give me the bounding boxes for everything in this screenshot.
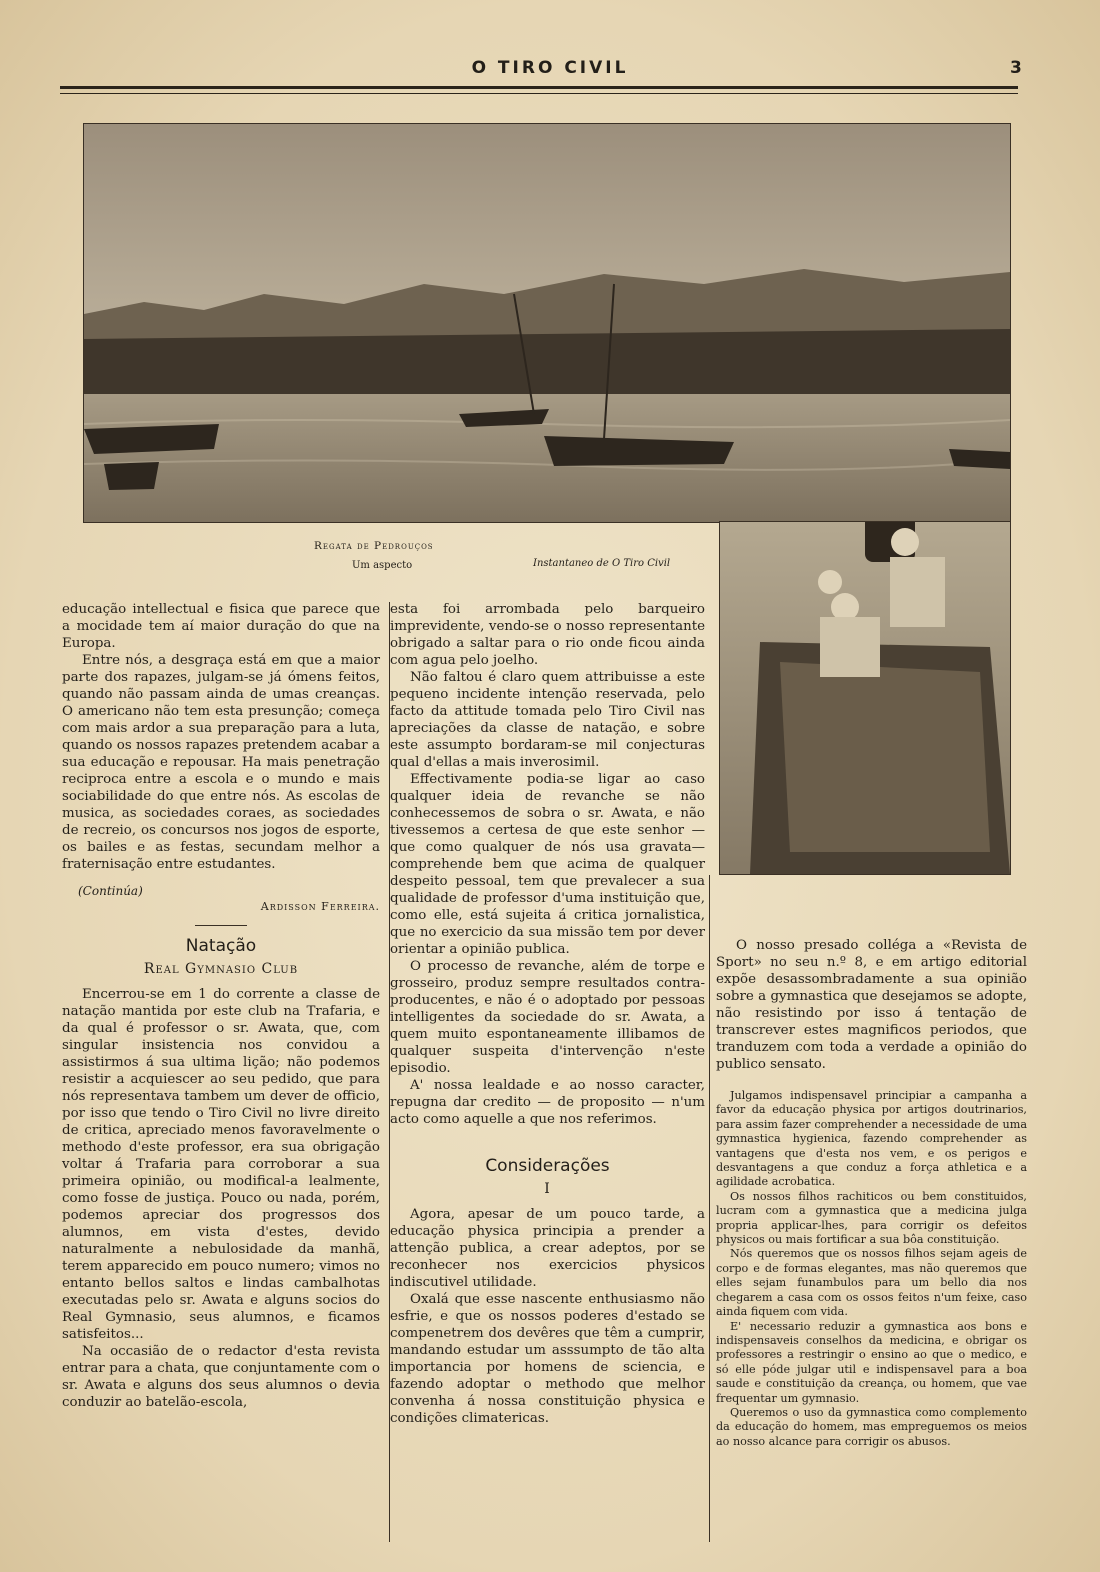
quote-paragraph: Os nossos filhos rachiticos ou bem constituidos, lucram com a gymnastica que a medicina julga propria applicar-lhes, para corrigir os defeitos physicos ou mais fortificar a sua bôa constituição. xyxy=(716,1189,1027,1247)
article-paragraph: Encerrou-se em 1 do corrente a classe de natação mantida por este club na Trafaria, e da qual é professor o sr. Awata, que, com singular insistencia nos convidou a assistirmos á sua ultima lição; não podemos resistir a acquiescer ao seu pedido, que para nós representava tambem um dever de officio, por isso que tendo o Tiro Civil no livre direito de critica, apreciado menos favoravelmente o methodo d'este professor, era sua obrigação voltar á Trafaria para corroborar a sua primeira opinião, ou modifical-a lealmente, como fosse de justiça. Pouco ou nada, porém, podemos apreciar dos progressos dos alumnos, em vista d'estes, devido naturalmente a nebulosidade da manhã, terem apparecido em pouco numero; vimos no entanto bellos saltos e lindas cambalhotas executadas pelo sr. Awata e alguns socios do Real Gymnasio, seus alumnos, e ficamos satisfeitos... xyxy=(62,987,380,1342)
article-paragraph: Na occasião de o redactor d'esta revista entrar para a chata, que conjuntamente com o sr. Awata e alguns dos seus alumnos o devia conduzir ao batelão-escola, xyxy=(62,1344,380,1410)
article-paragraph: Não faltou é claro quem attribuisse a este pequeno incidente intenção reservada, pelo facto da attitude tomada pelo Tiro Civil nas apreciações da classe de natação, e sobre este assumpto bordaram-se mil conjecturas qual d'ellas a mais inverosimil. xyxy=(390,670,705,770)
masthead-title: O TIRO CIVIL xyxy=(471,58,629,78)
boat-photo xyxy=(719,521,1011,875)
section-title-natacao: Natação xyxy=(185,936,257,956)
article-paragraph: educação intellectual e fisica que parece que a mocidade tem aí maior duração do que na Europa. xyxy=(62,602,380,651)
section-title-consideracoes: Considerações xyxy=(485,1156,610,1176)
article-paragraph: Agora, apesar de um pouco tarde, a educação physica principia a prender a attenção publica, a crear adeptos, por se reconhecer nos exercicios physicos indiscutivel utilidade. xyxy=(390,1207,705,1290)
section-subtitle-club: Real Gymnasio Club xyxy=(143,961,299,977)
author-signature: Ardisson Ferreira. xyxy=(260,900,380,913)
column-3 xyxy=(716,937,1027,1449)
photo-caption-title: Regata de Pedrouços xyxy=(314,540,434,552)
page-number: 3 xyxy=(1010,58,1022,78)
quote-paragraph: E' necessario reduzir a gymnastica aos bons e indispensaveis conselhos da medicina, e obrigar os professores a restringir o ensino ao que o medico, e só elle póde julgar util e indispensavel para a boa saude e constituição da creança, ou homem, que vae frequentar um gymnasio. xyxy=(716,1319,1027,1405)
quote-paragraph: Nós queremos que os nossos filhos sejam ageis de corpo e de formas elegantes, mas não queremos que elles sejam funambulos para um bello dia nos chegarem a casa com os ossos feitos n'um feixe, caso ainda fiquem com vida. xyxy=(716,1247,1027,1319)
quote-paragraph: Julgamos indispensavel principiar a campanha a favor da educação physica por artigos doutrinarios, para assim fazer comprehender a necessidade de uma gymnastica hygienica, fazendo comprehender as vantagens que d'esta nos vem, e os perigos e desvantagens a que conduz a força athletica e a agilidade acrobatica. xyxy=(716,1089,1027,1189)
photo-credit: Instantaneo de O Tiro Civil xyxy=(533,558,671,569)
article-paragraph: Entre nós, a desgraça está em que a maior parte dos rapazes, julgam-se já ómens feitos, quando não passam ainda de umas creanças. O americano não tem esta presunção; começa com mais ardor a sua preparação para a luta, quando os nossos rapazes pretendem acabar a sua educação e repousar. Ha mais penetração reciproca entre a escola e o mundo e mais sociabilidade do que entre nós. As escolas de musica, as sociedades coraes, as sociedades de recreio, os concursos nos jogos de esporte, os bailes e as festas, secundam melhor a fraternisação entre estudantes. xyxy=(62,653,380,872)
article-paragraph: Oxalá que esse nascente enthusiasmo não esfrie, e que os nossos poderes d'estado se compenetrem dos devêres que têm a cumprir, mandando estudar um asssumpto de tão alta importancia por homens de sciencia, e fazendo adoptar o methodo que melhor convenha á nossa constituição physica e condições climatericas. xyxy=(390,1292,705,1426)
article-paragraph: A' nossa lealdade e ao nosso caracter, repugna dar credito — de proposito — n'um acto como aquelle a que nos referimos. xyxy=(390,1078,705,1127)
section-roman-numeral: I xyxy=(544,1181,551,1197)
column-2 xyxy=(390,601,705,1427)
header-rule xyxy=(60,86,1018,89)
quoted-excerpt xyxy=(716,1089,1027,1449)
quote-paragraph: Queremos o uso da gymnastica como complemento da educação do homem, mas empreguemos os meios ao nosso alcance para corrigir os abusos. xyxy=(716,1405,1027,1448)
section-divider xyxy=(195,925,247,926)
regatta-photo xyxy=(83,123,1011,523)
photo-caption-subtitle: Um aspecto xyxy=(352,560,413,571)
column-1 xyxy=(62,601,380,1411)
continua-note: (Continúa) xyxy=(78,884,143,898)
article-paragraph: O nosso presado colléga a «Revista de Sport» no seu n.º 8, e em artigo editorial expõe desassombradamente a sua opinião sobre a gymnastica que desejamos se adopte, não resistindo por isso á tentação de transcrever estes magnificos periodos, que tranduzem com toda a verdade a opinião do publico sensato. xyxy=(716,938,1027,1072)
article-paragraph: esta foi arrombada pelo barqueiro imprevidente, vendo-se o nosso representante obrigado a saltar para o rio onde ficou ainda com agua pelo joelho. xyxy=(390,602,705,668)
column-rule xyxy=(709,875,710,1542)
header-rule-thin xyxy=(60,93,1018,94)
article-paragraph: Effectivamente podia-se ligar ao caso qualquer ideia de revanche se não conhecessemos de sobra o sr. Awata, e não tivessemos a certesa de que este senhor —que como qualquer de nós usa gravata— comprehende bem que acima de qualquer despeito pessoal, tem que prevalecer a sua qualidade de professor d'uma instituição que, como elle, está sujeita á critica jornalistica, que no exercicio da sua missão tem por dever orientar a opinião publica. xyxy=(390,772,705,957)
article-paragraph: O processo de revanche, além de torpe e grosseiro, produz sempre resultados contra-producentes, e não é o adoptado por pessoas intelligentes da sociedade do sr. Awata, a quem muito espontaneamente illibamos de qualquer suspeita d'intervenção n'este episodio. xyxy=(390,959,705,1076)
